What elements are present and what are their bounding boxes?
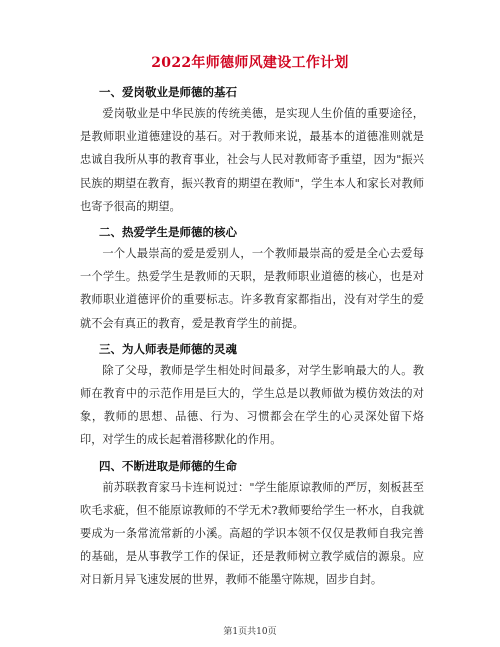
section-3 [80,340,424,452]
document-title: 2022年师德师风建设工作计划 [151,55,349,71]
section-1 [80,83,424,218]
section-paragraph: 前苏联教育家马卡连柯说过："学生能原谅教师的严厉，刻板甚至吹毛求疵，但不能原谅教师的不学无术?教师要给学生一杯水，自我就要成为一条常流常新的小溪。高超的学识本领不仅仅是教师自我完善的基础，是从事教学工作的保证，还是教师树立教学威信的源泉。应对日新月异飞速发展的世界，教师不能墨守陈规，固步自封。 [80,480,424,587]
page-footer: 第1页共10页 [223,627,277,637]
document-body [80,83,424,597]
section-paragraph: 爱岗敬业是中华民族的传统美德，是实现人生价值的重要途径，是教师职业道德建设的基石。对于教师来说，最基本的道德准则就是忠诚自我所从事的教育事业，社会与人民对教师寄予重望，因为"振兴民族的期望在教育，振兴教育的期望在教师"，学生本人和家长对教师也寄予很高的期望。 [80,107,424,213]
section-heading: 一、爱岗敬业是师德的基石 [99,85,237,99]
section-heading: 三、为人师表是师德的灵魂 [99,341,237,356]
section-paragraph: 除了父母，教师是学生相处时间最多，对学生影响最大的人。教师在教育中的示范作用是巨大的，学生总是以教师做为模仿效法的对象，教师的思想、品德、行为、习惯都会在学生的心灵深处留下烙印，对学生的成长起着潜移默化的作用。 [80,363,424,447]
section-heading: 二、热爱学生是师德的核心 [99,225,237,240]
section-heading: 四、不断进取是师德的生命 [99,458,237,473]
section-paragraph: 一个人最崇高的爱是爱别人，一个教师最崇高的爱是全心去爱每一个学生。热爱学生是教师的天职，是教师职业道德的核心，也是对教师职业道德评价的重要标志。许多教育家都指出，没有对学生的爱就不会有真正的教育，爱是教育学生的前提。 [80,247,424,330]
section-4 [80,457,424,592]
section-2 [80,223,424,335]
